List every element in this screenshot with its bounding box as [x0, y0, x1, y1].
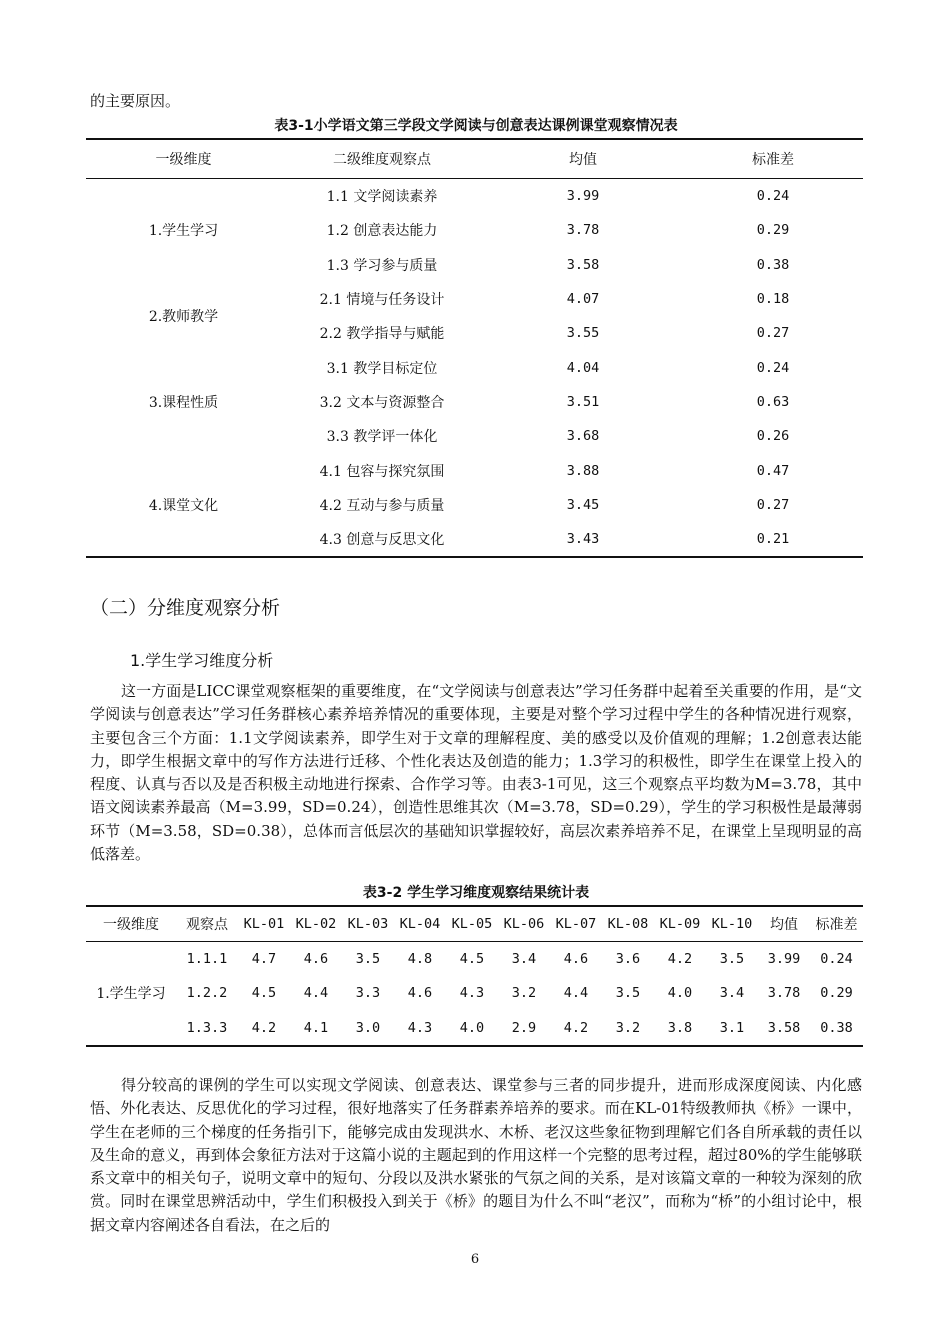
sd-cell: 0.38 [810, 1011, 863, 1046]
score-cell: 4.2 [238, 1011, 290, 1046]
score-cell: 4.4 [303, 985, 329, 1002]
table2-header-cell: KL-02 [290, 906, 342, 942]
mean-cell: 3.51 [566, 393, 600, 410]
table2-header-cell: KL-04 [394, 906, 446, 942]
sd-cell: 0.27 [756, 325, 790, 342]
score-cell: 4.6 [407, 985, 433, 1002]
mean-cell: 3.55 [566, 325, 600, 342]
section-heading: （二）分维度观察分析 [90, 597, 281, 619]
table2-header-cell: 标准差 [810, 906, 863, 942]
score-cell: 4.3 [459, 985, 485, 1002]
score-cell: 3.6 [615, 951, 641, 968]
mean-cell: 4.04 [566, 359, 600, 376]
score-cell: 3.8 [654, 1011, 706, 1046]
observation-point-cell: 1.2 创意表达能力 [326, 223, 438, 240]
table-row [86, 453, 863, 487]
sd-cell: 0.27 [756, 496, 790, 513]
mean-cell: 3.78 [767, 985, 801, 1002]
sd-cell: 0.63 [756, 393, 790, 410]
score-cell: 4.1 [290, 1011, 342, 1046]
score-cell: 3.1 [706, 1011, 758, 1046]
dimension-cell: 3.课程性质 [148, 394, 219, 411]
observation-point-cell: 1.3.3 [176, 1011, 238, 1046]
sd-cell: 0.26 [756, 428, 790, 445]
score-cell: 4.2 [550, 1011, 602, 1046]
table-row [86, 282, 863, 316]
table2-header-cell: KL-10 [706, 906, 758, 942]
mean-cell: 3.99 [566, 188, 600, 205]
page-number: 6 [470, 1252, 480, 1267]
score-cell: 3.5 [719, 951, 745, 968]
table2-header-cell: KL-07 [550, 906, 602, 942]
sd-cell: 0.21 [683, 522, 863, 557]
mean-cell: 4.07 [566, 291, 600, 308]
table1-header-row [86, 139, 863, 179]
score-cell: 4.8 [407, 951, 433, 968]
sd-cell: 0.29 [820, 985, 853, 1002]
sd-cell: 0.47 [756, 462, 790, 479]
mean-cell: 3.43 [483, 522, 683, 557]
mean-cell: 3.78 [566, 222, 600, 239]
body-paragraph: 这一方面是LICC课堂观察框架的重要维度，在“文学阅读与创意表达”学习任务群中起着至关重要的作用，是“文学阅读与创意表达”学习任务群核心素养培养情况的重要体现，主要是对整个学习过程中学生的各种情况进行观察，主要包含三个方面：1.1文学阅读素养，即学生对于文章的理解程度、美的感受以及价值观的理解；1.2创意表达能力，即学生根据文章中的写作方法进行迁移、个性化表达及创造的能力；1.3学习的积极性，即学生在课堂上投入的程度、认真与否以及是否积极主动地进行探索、合作学习等。由表3-1可见，这三个观察点平均数为M=3.78，其中语文阅读素养最高（M=3.99，SD=0.24），创造性思维其次（M=3.78，SD=0.29），学生的学习积极性是最薄弱环节（M=3.58，SD=0.38），总体而言低层次的基础知识掌握较好，高层次素养培养不足，在课堂上呈现明显的高低落差。 [90, 682, 862, 864]
score-cell: 4.4 [563, 985, 589, 1002]
body-paragraph: 得分较高的课例的学生可以实现文学阅读、创意表达、课堂参与三者的同步提升，进而形成深度阅读、内化感悟、外化表达、反思优化的学习过程，很好地落实了任务群素养培养的要求。而在KL-01特级教师执《桥》一课中，学生在老师的三个梯度的任务指引下，能够完成由发现洪水、木桥、老汉这些象征物到理解它们各自所承载的责任以及生命的意义，再到体会象征方法对于这篇小说的主题起到的作用这样一个完整的思考过程，超过80%的学生能够联系文章中的相关句子，说明文章中的短句、分段以及洪水紧张的气氛之间的关系，是对该篇文章的一种较为深刻的欣赏。同时在课堂思辨活动中，学生们积极投入到关于《桥》的题目为什么不叫“老汉”，而称为“桥”的小组讨论中，根据文章内容阐述各自看法，在之后的 [90, 1076, 862, 1234]
table2-header-cell: 一级维度 [86, 906, 176, 942]
mean-cell: 3.45 [566, 496, 600, 513]
intro-tail-text: 的主要原因。 [90, 92, 181, 110]
observation-point-cell: 1.2.2 [186, 985, 228, 1002]
score-cell: 3.5 [355, 951, 381, 968]
observation-point-cell: 3.3 教学评一体化 [326, 429, 438, 446]
observation-point-cell: 4.3 创意与反思文化 [281, 522, 483, 557]
table2-header-cell: KL-03 [342, 906, 394, 942]
score-cell: 4.6 [303, 951, 329, 968]
table2-header-cell: KL-01 [238, 906, 290, 942]
table-row [86, 1011, 863, 1046]
observation-point-cell: 1.1 文学阅读素养 [326, 189, 438, 206]
table2-header-cell: 均值 [758, 906, 810, 942]
score-cell: 3.0 [342, 1011, 394, 1046]
observation-point-cell: 2.1 情境与任务设计 [319, 292, 445, 309]
table1-header-cell: 一级维度 [86, 139, 281, 179]
score-cell: 4.3 [394, 1011, 446, 1046]
dimension-cell: 1.学生学习 [86, 942, 176, 1046]
score-cell: 3.2 [511, 985, 537, 1002]
observation-point-cell: 1.3 学习参与质量 [326, 257, 438, 274]
observation-summary-table [86, 138, 863, 558]
observation-point-cell: 4.1 包容与探究氛围 [319, 463, 445, 480]
table2-header-cell: KL-09 [654, 906, 706, 942]
table1-header-cell: 均值 [483, 139, 683, 179]
score-cell: 3.4 [511, 951, 537, 968]
score-cell: 4.6 [563, 951, 589, 968]
table2-header-cell: KL-05 [446, 906, 498, 942]
score-cell: 4.2 [667, 951, 693, 968]
mean-cell: 3.68 [566, 428, 600, 445]
score-cell: 3.5 [615, 985, 641, 1002]
subsection-heading: 1.学生学习维度分析 [130, 651, 274, 670]
table2-header-row [86, 906, 863, 942]
score-cell: 4.5 [251, 985, 277, 1002]
table1-caption: 表3-1小学语文第三学段文学阅读与创意表达课例课堂观察情况表 [274, 118, 678, 134]
table-row [86, 942, 863, 977]
sd-cell: 0.24 [756, 359, 790, 376]
score-cell: 4.0 [446, 1011, 498, 1046]
table-row [86, 179, 863, 214]
mean-cell: 3.88 [566, 462, 600, 479]
sd-cell: 0.38 [756, 256, 790, 273]
dimension-cell: 2.教师教学 [148, 309, 219, 326]
table1-header-cell: 二级维度观察点 [281, 139, 483, 179]
table1-header-cell: 标准差 [683, 139, 863, 179]
observation-point-cell: 3.2 文本与资源整合 [319, 394, 445, 411]
student-learning-table [86, 905, 863, 1047]
sd-cell: 0.18 [756, 291, 790, 308]
dimension-cell: 1.学生学习 [148, 223, 219, 240]
sd-cell: 0.24 [756, 188, 790, 205]
sd-cell: 0.29 [756, 222, 790, 239]
observation-point-cell: 1.1.1 [186, 951, 228, 968]
score-cell: 4.7 [251, 951, 277, 968]
table2-caption: 表3-2 学生学习维度观察结果统计表 [362, 885, 590, 901]
table2-header-cell: KL-08 [602, 906, 654, 942]
score-cell: 2.9 [498, 1011, 550, 1046]
mean-cell: 3.58 [758, 1011, 810, 1046]
score-cell: 3.4 [719, 985, 745, 1002]
sd-cell: 0.24 [820, 951, 853, 968]
score-cell: 3.3 [355, 985, 381, 1002]
score-cell: 4.5 [459, 951, 485, 968]
table2-header-cell: KL-06 [498, 906, 550, 942]
table-row [86, 976, 863, 1010]
dimension-cell: 4.课堂文化 [86, 453, 281, 557]
mean-cell: 3.58 [566, 256, 600, 273]
score-cell: 3.2 [602, 1011, 654, 1046]
observation-point-cell: 4.2 互动与参与质量 [319, 497, 445, 514]
score-cell: 4.0 [667, 985, 693, 1002]
table2-header-cell: 观察点 [176, 906, 238, 942]
observation-point-cell: 3.1 教学目标定位 [326, 360, 438, 377]
mean-cell: 3.99 [767, 951, 801, 968]
observation-point-cell: 2.2 教学指导与赋能 [319, 326, 445, 343]
table-row [86, 350, 863, 384]
